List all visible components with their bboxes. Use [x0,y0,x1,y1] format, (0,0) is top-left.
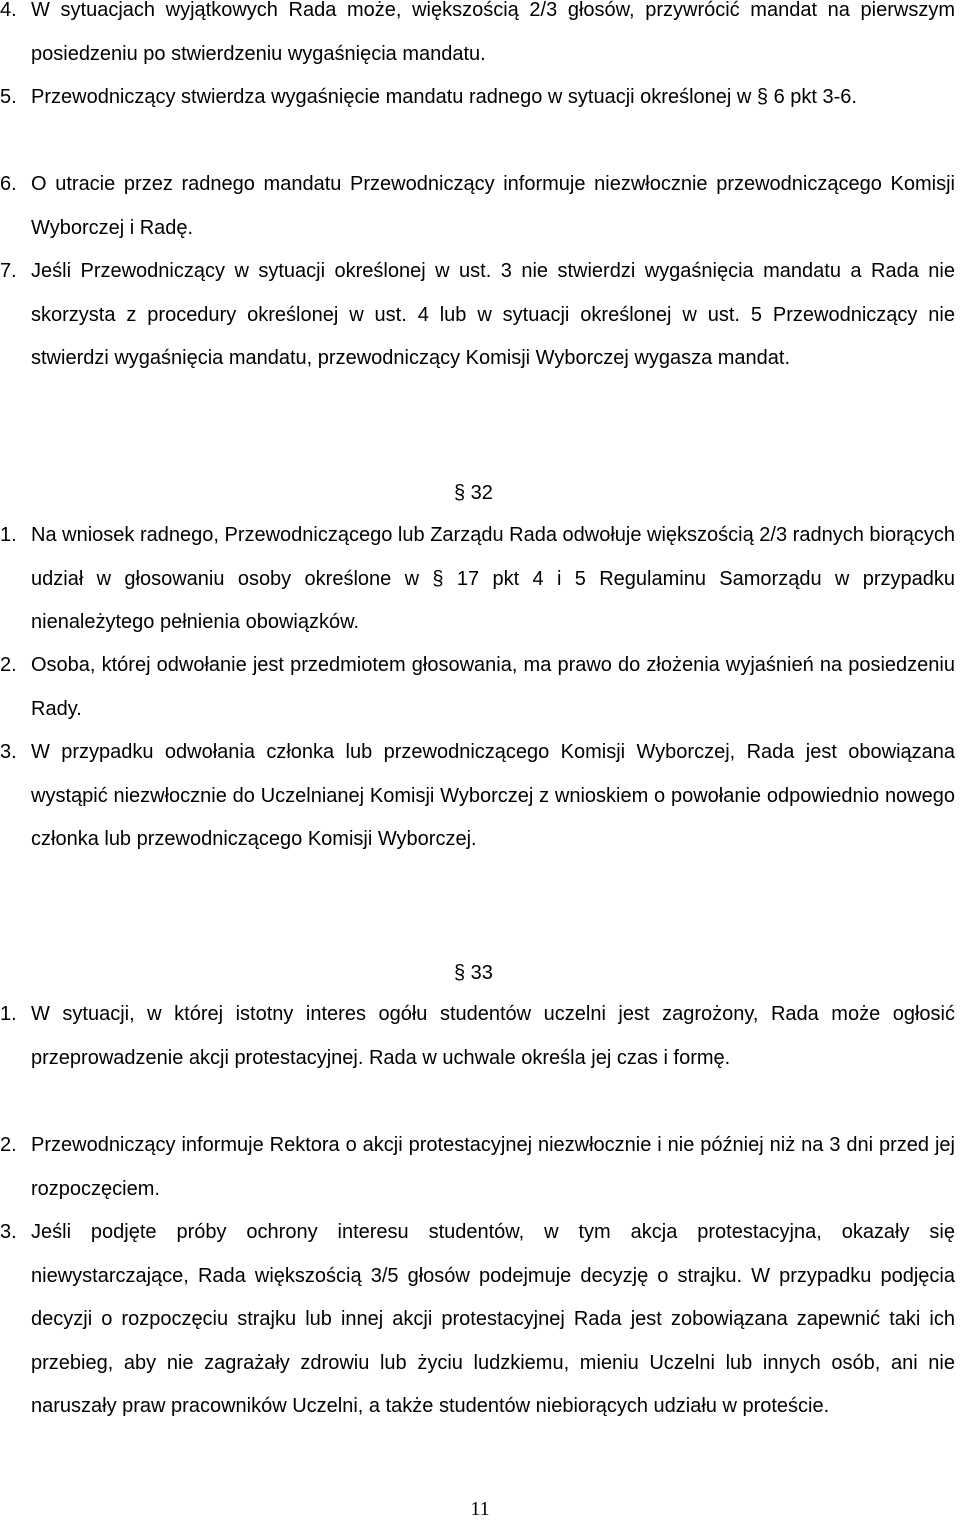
paragraph-number: 4. [0,0,17,21]
paragraph-6 [0,163,955,250]
section-32-paragraph-1 [0,514,955,645]
paragraph-number: 7. [0,260,17,282]
paragraph-number: 3. [0,741,17,763]
paragraph-number: 2. [0,1134,17,1156]
paragraph-text: Przewodniczący informuje Rektora o akcji protestacyjnej niezwłocznie i nie później niż na 3 dni przed jej rozpoczęciem. [31,1134,955,1200]
paragraph-number: 5. [0,86,17,108]
paragraph-text: Jeśli Przewodniczący w sytuacji określonej w ust. 3 nie stwierdzi wygaśnięcia mandatu a Rada nie skorzysta z procedury określonej w ust. 4 lub w sytuacji określonej w ust. 5 Przewodniczący nie stwierdzi wygaśnięcia mandatu, przewodniczący Komisji Wyborczej wygasza mandat. [31,260,955,370]
section-32-paragraph-2 [0,644,955,731]
section-33-paragraph-2 [0,1124,955,1211]
section-32-paragraph-3 [0,731,955,862]
section-33-paragraph-3 [0,1211,955,1429]
paragraph-5 [0,76,955,120]
paragraph-number: 6. [0,173,17,195]
section-33-paragraph-1 [0,993,955,1080]
paragraph-text: O utracie przez radnego mandatu Przewodniczący informuje niezwłocznie przewodniczącego Komisji Wyborczej i Radę. [31,173,955,239]
paragraph-text: W sytuacjach wyjątkowych Rada może, większością 2/3 głosów, przywrócić mandat na pierwszym posiedzeniu po stwierdzeniu wygaśnięcia mandatu. [31,0,955,65]
section-heading-33: § 33 [454,962,493,984]
section-heading-32: § 32 [454,482,493,504]
paragraph-number: 1. [0,1003,17,1025]
paragraph-7 [0,250,955,381]
paragraph-number: 3. [0,1221,17,1243]
paragraph-number: 1. [0,524,17,546]
page-number: 11 [470,1498,490,1520]
paragraph-text: Osoba, której odwołanie jest przedmiotem głosowania, ma prawo do złożenia wyjaśnień na posiedzeniu Rady. [31,654,955,720]
paragraph-text: Na wniosek radnego, Przewodniczącego lub Zarządu Rada odwołuje większością 2/3 radnych biorących udział w głosowaniu osoby określone w § 17 pkt 4 i 5 Regulaminu Samorządu w przypadku nienależytego pełnienia obowiązków. [31,524,955,634]
paragraph-text: Jeśli podjęte próby ochrony interesu studentów, w tym akcja protestacyjna, okazały się niewystarczające, Rada większością 3/5 głosów podejmuje decyzję o strajku. W przypadku podjęcia decyzji o rozpoczęciu strajku lub innej akcji protestacyjnej Rada jest zobowiązana zapewnić taki ich przebieg, aby nie zagrażały zdrowiu lub życiu ludzkiemu, mieniu Uczelni lub innych osób, ani nie naruszały praw pracowników Uczelni, a także studentów niebiorących udziału w proteście. [31,1221,955,1418]
paragraph-number: 2. [0,654,17,676]
paragraph-text: W przypadku odwołania członka lub przewodniczącego Komisji Wyborczej, Rada jest obowiązana wystąpić niezwłocznie do Uczelnianej Komisji Wyborczej z wnioskiem o powołanie odpowiednio nowego członka lub przewodniczącego Komisji Wyborczej. [31,741,955,851]
paragraph-text: Przewodniczący stwierdza wygaśnięcie mandatu radnego w sytuacji określonej w § 6 pkt 3-6. [31,86,857,108]
paragraph-4 [0,0,955,76]
paragraph-text: W sytuacji, w której istotny interes ogółu studentów uczelni jest zagrożony, Rada może ogłosić przeprowadzenie akcji protestacyjnej. Rada w uchwale określa jej czas i formę. [31,1003,955,1069]
